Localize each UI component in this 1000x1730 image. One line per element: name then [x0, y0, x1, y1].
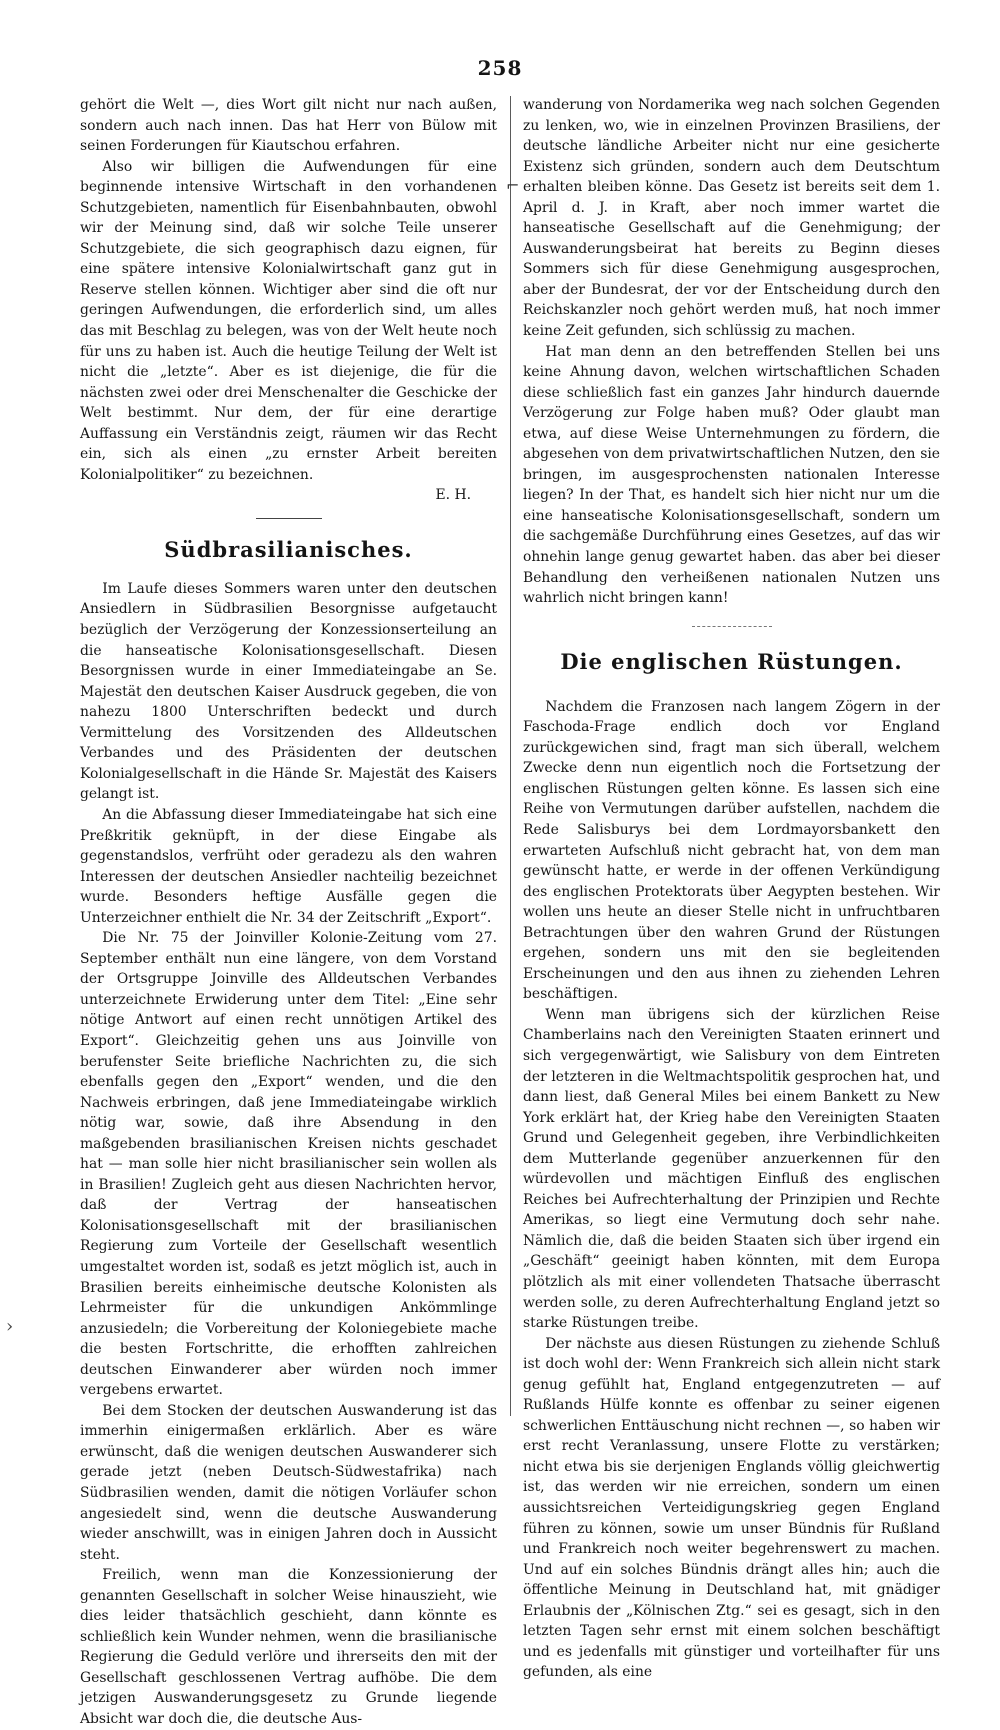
continued-paragraph: gehört die Welt —, dies Wort gilt nicht nur nach außen, sondern auch nach innen. Das hat Herr von Bülow mit seinen Forderungen für Kiautschou erfahren. — [80, 97, 497, 155]
spacer — [523, 627, 940, 649]
continued-paragraph: wanderung von Nordamerika weg nach solchen Gegenden zu lenken, wo, wie in einzelnen Provinzen Brasiliens, der deutsche ländliche Arbeiter nicht nur eine gesicherte Existenz sich gründen, sondern auch dem Deutschtum erhalten bleiben könne. Das Gesetz ist bereits seit dem 1. April d. J. in Kraft, aber noch immer wartet die hanseatische Gesellschaft auf die Genehmigung; der Auswanderungsbeirat hat bereits zu Beginn dieses Sommers sich für diese Genehmigung ausgesprochen, aber der Bundesrat, der vor der Entscheidung durch den Reichskanzler noch gehört werden muß, hat noch immer keine Zeit gefunden, sich schlüssig zu machen. — [523, 97, 940, 340]
body-paragraph: Freilich, wenn man die Konzessionierung der genannten Gesellschaft in solcher Weise hinauszieht, wie dies leider thatsächlich geschieht, dann könnte es schließlich kein Wunder nehmen, wenn die brasilianische Regierung die Geduld verlöre und ihrerseits den mit der Gesellschaft geschlossenen Vertrag aufhöbe. Die dem jetzigen Auswanderungsgesetz zu Grunde liegende Absicht war doch die, die deutsche Aus- — [80, 1567, 497, 1728]
spacer — [80, 506, 497, 518]
column-divider-rule — [510, 96, 511, 1416]
spacer — [523, 609, 940, 626]
body-paragraph: Nachdem die Franzosen nach langem Zögern in der Faschoda-Frage endlich doch vor England zurückgewichen sind, fragt man sich überall, welchem Zwecke denn nun eigentlich noch die Fortsetzung der englischen Rüstungen gelten könne. Es lassen sich eine Reihe von Vermutungen darüber aufstellen, nachdem die Rede Salisburys bei dem Lordmayorsbankett den erwarteten Aufschluß nicht gebracht hat, von dem man gewünscht hatte, er werde in der offenen Verkündigung des englischen Protektorats über Aegypten bestehen. Wir wollen uns heute an dieser Stelle nicht in unfruchtbaren Betrachtungen über den wahren Grund der Rüstungen ergehen, sondern uns mit den sie begleitenden Erscheinungen und den aus ihnen zu ziehenden Lehren beschäftigen. — [523, 698, 940, 1003]
right-column — [523, 95, 940, 1683]
body-paragraph: Die Nr. 75 der Joinviller Kolonie-Zeitung vom 27. September enthält nun eine längere, von dem Vorstand der Ortsgruppe Joinville des Alldeutschen Verbandes unterzeichnete Erwiderung unter dem Titel: „Eine sehr nötige Antwort auf einen recht unnötigen Artikel des Export“. Gleichzeitig gehen uns aus Joinville von berufenster Seite briefliche Nachrichten zu, die sich ebenfalls gegen den „Export“ wenden, und die den Nachweis erbringen, daß jene Immediateingabe wirklich nötig war, sowie, daß ihre Absendung in den maßgebenden brasilianischen Kreisen nichts geschadet hat — man solle hier nicht brasilianischer sein wollen als in Brasilien! Zugleich geht aus diesen Nachrichten hervor, daß der Vertrag der hanseatischen Kolonisationsgesellschaft mit der brasilianischen Regierung zum Vorteile der Gesellschaft wesentlich umgestaltet worden ist, sodaß es jetzt möglich ist, auch in Brasilien bereits einheimische deutsche Kolonisten als Lehrmeister für die unkundigen Ankömmlinge anzusiedeln; die Vorbereitung der Koloniegebiete mache die besten Fortschritte, die erhofften zahlreichen deutschen Einwanderer aber würden noch immer vergebens erwartet. — [80, 930, 497, 1399]
body-paragraph: Hat man denn an den betreffenden Stellen bei uns keine Ahnung davon, welchen wirtschaftlichen Schaden diese schließlich fast ein ganzes Jahr hindurch dauernde Verzögerung zur Folge haben muß? Oder glaubt man etwa, auf diese Weise Unternehmungen zu fördern, die abgesehen von dem privatwirtschaftlichen Nutzen, den sie bringen, im ausgesprochensten nationalen Interesse liegen? In der That, es handelt sich hier nicht nur um die eine hanseatische Kolonisationsgesellschaft, sondern um die sachgemäße Durchführung eines Gesetzes, auf das wir ohnehin lange genug gewartet haben. das aber bei dieser Behandlung den verheißenen nationalen Nutzen uns wahrlich nicht bringen kann! — [523, 343, 940, 607]
body-paragraph: Wenn man übrigens sich der kürzlichen Reise Chamberlains nach den Vereinigten Staaten erinnert und sich vergegenwärtigt, wie Salisbury von dem Eintreten der letzteren in die Weltmachtspolitik gesprochen hat, und dann liest, daß General Miles bei einem Bankett zu New York erklärt hat, der Krieg habe den Vereinigten Staaten Grund und Gelegenheit gegeben, ihre Verbindlichkeiten dem Mutterlande gegenüber anzuerkennen für den würdevollen und mächtigen Einfluß des englischen Reiches bei Aufrechterhaltung der Prinzipien und Rechte Amerikas, so liegt eine Vermutung doch sehr nahe. Nämlich die, daß die beiden Staaten sich über irgend ein „Geschäft“ geeinigt haben könnten, mit dem Europa plötzlich als mit einer vollendeten Thatsache überrascht werden solle, zu deren Aufrechterhaltung England jetzt so starke Rüstungen treibe. — [523, 1006, 940, 1332]
margin-bracket-mark: ⌐ — [506, 176, 520, 195]
body-paragraph: Also wir billigen die Aufwendungen für eine beginnende intensive Wirtschaft in den vorhandenen Schutzgebieten, namentlich für Eisenbahnbauten, obwohl wir der Meinung sind, daß wir solche Teile unserer Schutzgebiete, die sich geographisch dazu eignen, für eine spätere intensive Kolonialwirtschaft ganz gut in Reserve stellen können. Wichtiger aber sind die oft nur geringen Aufwendungen, die erforderlich sind, um alles das mit Beschlag zu belegen, was von der Welt heute noch für uns zu haben ist. Auch die heutige Teilung der Welt ist nicht die „letzte“. Aber es ist diejenige, die für die nächsten zwei oder drei Menschenalter die Geschicke der Welt bestimmt. Nur dem, der für eine derartige Auffassung ein Verständnis zeigt, räumen wir das Recht ein, sich als einen „zu ernster Arbeit bereiten Kolonialpolitiker“ zu bezeichnen. — [80, 158, 497, 483]
body-paragraph: Im Laufe dieses Sommers waren unter den deutschen Ansiedlern in Südbrasilien Besorgnisse aufgetaucht bezüglich der Verzögerung der Konzessionserteilung an die hanseatische Kolonisationsgesellschaft. Diesen Besorgnissen wurde in einer Immediateingabe an Se. Majestät den deutschen Kaiser Ausdruck gegeben, die von nahezu 1800 Unterschriften bedeckt und durch Vermittelung des Vorsitzenden des Alldeutschen Verbandes und des Präsidenten der deutschen Kolonialgesellschaft in die Hände Sr. Majestät des Kaisers gelangt ist. — [80, 580, 497, 803]
spacer — [80, 519, 497, 537]
page-number: 258 — [477, 56, 523, 80]
author-signature: E. H. — [435, 487, 471, 504]
section-title-englische-ruestungen: Die englischen Rüstungen. — [560, 648, 903, 674]
body-paragraph: Der nächste aus diesen Rüstungen zu ziehende Schluß ist doch wohl der: Wenn Frankreich sich allein nicht stark genug gefühlt hat, England entgegenzutreten — auf Rußlands Hülfe konnte es offenbar zu seiner eigenen schwerlichen Enttäuschung nicht rechnen —, so haben wir erst recht Veranlassung, unsere Flotte zu verstärken; nicht etwa bis sie derjenigen Englands völlig gleichwertig ist, das werden wir nie erreichen, sondern um einen aussichtsreichen Verteidigungskrieg gegen England führen zu können, sowie um unser Bündnis für Rußland und Frankreich noch weiter begehrenswert zu machen. Und auf ein solches Bündnis drängt alles hin; auch die öffentliche Meinung in Deutschland hat, mit gnädiger Erlaubnis der „Kölnischen Ztg.“ sei es gesagt, sich in den letzten Tagen sehr ernst mit einem solchen beschäftigt und es jedenfalls mit günstiger und vorteilhafter für uns gefunden, als eine — [523, 1335, 940, 1681]
spacer — [523, 675, 940, 697]
spacer — [80, 563, 497, 579]
section-title-suedbrasilianisches: Südbrasilianisches. — [164, 536, 413, 562]
left-column — [80, 95, 497, 1730]
body-paragraph: Bei dem Stocken der deutschen Auswanderung ist das immerhin einigermaßen erklärlich. Aber es wäre erwünscht, daß die wenigen deutschen Auswanderer sich gerade jetzt (neben Deutsch-Südwestafrika) nach Südbrasilien wenden, damit die nötigen Vorläufer schon angesiedelt sind, wenn die deutsche Auswanderung wieder anschwillt, was in einigen Jahren doch in Aussicht steht. — [80, 1402, 497, 1563]
page-edge-mark: › — [6, 1316, 14, 1337]
body-paragraph: An die Abfassung dieser Immediateingabe hat sich eine Preßkritik geknüpft, in der diese Eingabe als gegenstandslos, verfrüht oder geradezu als den wahren Interessen der deutschen Ansiedler nachteilig bezeichnet wurde. Besonders heftige Ausfälle gegen die Unterzeichner enthielt die Nr. 34 der Zeitschrift „Export“. — [80, 806, 497, 926]
